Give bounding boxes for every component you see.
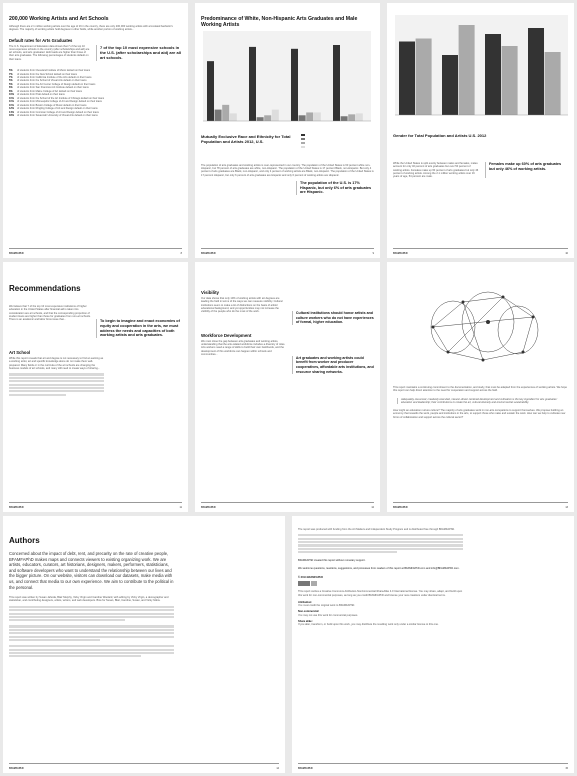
default-rate-label: of students from Minneapolis College of Art and Design default on their loans	[17, 100, 102, 104]
bar	[459, 25, 475, 115]
brand: BFAMFAPhD	[9, 506, 24, 509]
bar	[485, 34, 501, 115]
section-title: Visibility	[201, 290, 219, 295]
bar	[272, 110, 279, 121]
body-text-2: How might an education nurture culture? The majority of arts graduates work in non-arts occupations to support themselves. We propose building an economy that rewards the work, people and institutions in the arts, to support those who make and sustain the work. How can we help to cultivate new forms of collaboration and support across the cultural sector?	[393, 409, 566, 419]
brand: BFAMFAPhD	[201, 506, 216, 509]
page-number: 9	[372, 252, 374, 255]
default-rate-label: of students from California Institute of the Arts default on their loans	[17, 75, 92, 79]
production-note: The report was produced with funding from the Art Matters and Independent Study Program and is distributed free through BFAMFAPhD.	[298, 528, 455, 531]
bar	[502, 46, 518, 115]
default-rate-label: of students from the School of Visual Arts default on their loans	[17, 79, 87, 83]
page-12	[195, 262, 380, 512]
brand: BFAMFAPhD	[9, 767, 24, 770]
default-rate-label: of students from San Francisco Art Institute default on their loans	[17, 86, 89, 90]
default-rate-value: 7%	[9, 75, 13, 79]
section-subtitle: Workforce Development	[201, 332, 252, 338]
cc-badge-icon	[298, 581, 463, 586]
body-text: While this report reveals that art and degree is not necessary to find an earning as a working artist, art and specific knowledge alone do not make them well-prepared. Many fields or in the curricula of the art schools are changing the business models of art schools, and many still need to create ways of sharing...	[9, 357, 104, 371]
body-text: While the United States is split evenly between males and females, males account for only 40 percent of arts graduates but over 50 percent of working artists. Females make up 60 percent of arts graduates but only 46 percent of working artists. Among the 2.1 million working artists over 16 years of age, 54 percent are male.	[393, 162, 479, 179]
page-15	[292, 516, 574, 773]
page-title: 200,000 Working Artists and Art Schools	[9, 16, 109, 22]
default-rates-list	[9, 69, 182, 117]
attribution-heading: Attribution:	[298, 600, 313, 604]
page-number: 10	[565, 252, 568, 255]
bar	[207, 61, 214, 121]
default-rate-label: of students from the Art Center College of Design default on their loans	[17, 82, 96, 86]
bar	[416, 39, 432, 116]
page-14	[3, 516, 285, 773]
page-number: 13	[565, 506, 568, 509]
page-9	[195, 3, 380, 258]
credit-note: BFAMFAPhD created this report without monetary support.	[298, 559, 366, 563]
bar	[230, 113, 237, 121]
chart-subtitle: Gender for Total Population and Artists U.S. 2012	[393, 133, 487, 138]
page-title: Predominance of White, Non-Hispanic Arts Graduates and Male Working Artists	[201, 16, 358, 28]
bar	[222, 105, 229, 121]
race-legend	[301, 134, 374, 150]
bar	[215, 110, 222, 121]
section-subtitle: Art School	[9, 350, 31, 356]
default-rate-value: 14%	[9, 110, 15, 114]
intro-text: We believe that 7 of the top 10 most expensive institutions of higher education in the United States after financial aid is taken into consideration are art schools, and that the corresponding proportion of student loans are higher than those for graduates from non-art schools. There is an academic and labor force issue that...	[9, 305, 91, 322]
default-rate-value: 8%	[9, 89, 13, 93]
default-rate-value: 12%	[9, 107, 15, 111]
body-text-2: We must close the gap between arts graduates and working artists, understanding that the arts-related workforce includes a diversity of roles. Arts workers need a range of skills to build their own livelihoods, and the development of this workforce can happen within schools and communities...	[201, 339, 286, 356]
callout: To begin to imagine and enact economies of equity and cooperation in the arts, we must address the needs and capacities of both working artists and arts graduates.	[96, 319, 182, 338]
default-rate-label: of students from Savannah University of Visual Arts default on their loans	[17, 113, 98, 117]
gender-chart	[393, 15, 568, 125]
section-subtitle: Default rates for Arts Graduates	[9, 37, 73, 43]
default-rate-value: 5%	[9, 79, 13, 83]
default-rate-value: 18%	[9, 113, 15, 117]
default-rate-value: 6%	[9, 86, 13, 90]
attribution-text: You must credit the original work to BFAMFAPhD.	[298, 604, 355, 608]
bar	[333, 45, 340, 121]
default-rate-label: of students from Maine College of Art default on their loans	[17, 89, 83, 93]
bar	[348, 114, 355, 121]
page-11	[3, 262, 188, 512]
copyright: © 2014 BFAMFAPhD	[298, 575, 323, 579]
body-text: This report was written by Susan Jahoda, Blair Murphy, Vicky Virgin and Caroline Woolard, with editing by Vicky Virgin, a demographer and statistician, and contributing designers, artists, writers, and web developers. Bios for Susan, Blair, Caroline, Susan, and Vicky follow.	[9, 596, 169, 603]
default-rate-value: 11%	[9, 100, 14, 104]
default-rate-label: of students from the New School default on their loans	[17, 72, 78, 76]
brand: BFAMFAPhD	[201, 252, 216, 255]
body-text: The U.S. Department of Education data shows that 7 of the top 10 most expensive schools in the country (after scholarships and aid) are art schools, and arts graduates' debt loads are higher than those of their arts graduates. The following percentages of students default on their loans.	[9, 44, 90, 61]
license-text: This report carries a Creative Commons Attribution-NonCommercial-ShareAlike 4.0 International license. You may share, adapt, and build upon this work for non-commercial purposes, as long as you credit BFAMFAPhD and license your new creations under identical terms.	[298, 590, 463, 597]
bar	[249, 47, 256, 121]
default-rate-row	[9, 114, 182, 117]
callout: Females make up 60% of arts graduates but only 46% of working artists.	[485, 162, 568, 178]
default-rate-value: 10%	[9, 93, 15, 97]
sharealike-heading: Share alike:	[298, 620, 313, 624]
bar	[257, 117, 264, 121]
bar	[545, 52, 561, 115]
quote: Adequately resourced, creatively executed, mission-driven centered development and cultivation is the key ingredient for arts graduates' education and leadership; their contributions to create the art, cultural diversity and environmental sustainability.	[397, 398, 568, 405]
intro-text: Although there are 2.1 million working artists over the age of 16 in the country, there are only 200,000 working artists with art-related bachelor's degrees. The majority of working artists hold degrees in other fields, while another portion of working artists...	[9, 25, 173, 32]
page-title: Authors	[9, 536, 40, 545]
brand: BFAMFAPhD	[9, 252, 24, 255]
contact-note: We welcome questions, reactions, suggestions, and processes from readers of this report at BFAMFAPhD.com and info@BFAMFAPhD.com.	[298, 566, 460, 570]
bar	[306, 112, 313, 121]
page-number: 11	[179, 506, 182, 509]
bar	[356, 113, 363, 121]
default-rate-value: 11%	[9, 96, 14, 100]
brand: BFAMFAPhD	[393, 506, 408, 509]
sharealike-text: If you alter, transform, or build upon this work, you may distribute the resulting work only under a similar license to this one.	[298, 623, 439, 627]
bar	[399, 42, 415, 116]
body-text: This report maintains a continuing commitment to the documentation, and study, that must be adapted from the experiences of working artists. We hope this report can help direct attention to the need for cooperation and support across the field.	[393, 386, 567, 393]
default-rate-value: 5%	[9, 82, 13, 86]
bar	[341, 116, 348, 121]
bar	[264, 115, 271, 121]
noncommercial-text: You may not use this work for commercial purposes.	[298, 613, 359, 617]
callout: 7 of the top 10 most expensive schools in the U.S. (after scholarships and aid) are all art schools.	[96, 45, 182, 61]
chart-subtitle: Mutually Exclusive Race and Ethnicity for Total Population and Artists 2012, U.S.	[201, 134, 291, 144]
race-chart	[201, 31, 371, 127]
network-illustration	[393, 272, 568, 377]
default-rate-value: 7%	[9, 72, 13, 76]
intro-text: Concerned about the impact of debt, rent, and precarity on the rate of creative people, BFAMFAPhD makes maps and connects viewers to existing organizing work. We are artists, educators, curators, art historians, designers, makers, performers, statisticians, and software developers who want to understand the relationship between our lives and the bigger picture. On our website, visitors can download our datasets, make media with us, and connect that media to our own experience. We aim to contribute to the political in the personal.	[9, 551, 174, 590]
page-10	[387, 3, 574, 258]
page-8	[3, 3, 188, 258]
default-rate-label: of students from Pratt default on their loans	[17, 93, 65, 97]
page-number: 8	[180, 252, 182, 255]
bar	[314, 112, 321, 121]
page-number: 15	[565, 767, 568, 770]
default-rate-value: 11%	[9, 103, 14, 107]
default-rate-label: of students from Cleveland Institute of Music default on their loans	[17, 69, 91, 73]
page-number: 14	[276, 767, 279, 770]
default-rate-label: of students from Boston College of Music default on their loans	[17, 103, 87, 107]
callout: Cultural institutions should honor artists and culture workers who do not have experiences of formal, higher education.	[292, 311, 374, 325]
page-number: 12	[371, 506, 374, 509]
brand: BFAMFAPhD	[393, 252, 408, 255]
callout-2: Art graduates and working artists could benefit from worker and producer cooperatives, affordable arts institutions, and resource sharing networks.	[292, 356, 374, 374]
default-rate-label: of students from Ringling College of Art and Design default on their loans	[17, 107, 98, 111]
page-title: Recommendations	[9, 284, 81, 293]
body-text: The population of arts graduates and working artists is over-represented in our country. The population of the United States is 63 percent white non-Hispanic, but 78 percent of arts graduates are white, non-Hispanic. The population of the United States is 17 percent Black, non-Hispanic. But only 4 percent of arts graduates are Black, non-Hispanic, and only 4 percent of working artists are Black, non-Hispanic. The population of the United States is 17 percent Hispanic, but only 6 percent of arts graduates are Hispanic and only 6 percent of working artists are Hispanic.	[201, 163, 374, 177]
bar	[291, 49, 298, 121]
bar	[528, 28, 544, 115]
bar	[442, 55, 458, 115]
brand: BFAMFAPhD	[298, 767, 313, 770]
noncommercial-heading: Non-commercial:	[298, 610, 320, 614]
default-rate-label: of students from Corcoran College of Art and Design default on their loans	[17, 110, 99, 114]
default-rate-label: of students from the School of the Art Institute of Chicago default on their loans	[17, 96, 105, 100]
page-13	[387, 262, 574, 512]
body-text: Our data shows that only 10% of working artists with art degrees are leading the field in terms of the ways we can measure visibility. Cultural institutions seem to make a lot of distinctions on the basis of artists' educational background, and yet opportunities may not increase the visibility of the people who do the most of the work.	[201, 297, 283, 314]
default-rate-value: 5%	[9, 69, 13, 73]
callout: The population of the U.S. is 17% Hispanic, but only 6% of arts graduates are Hispanic.	[296, 181, 376, 195]
bar	[299, 115, 306, 121]
